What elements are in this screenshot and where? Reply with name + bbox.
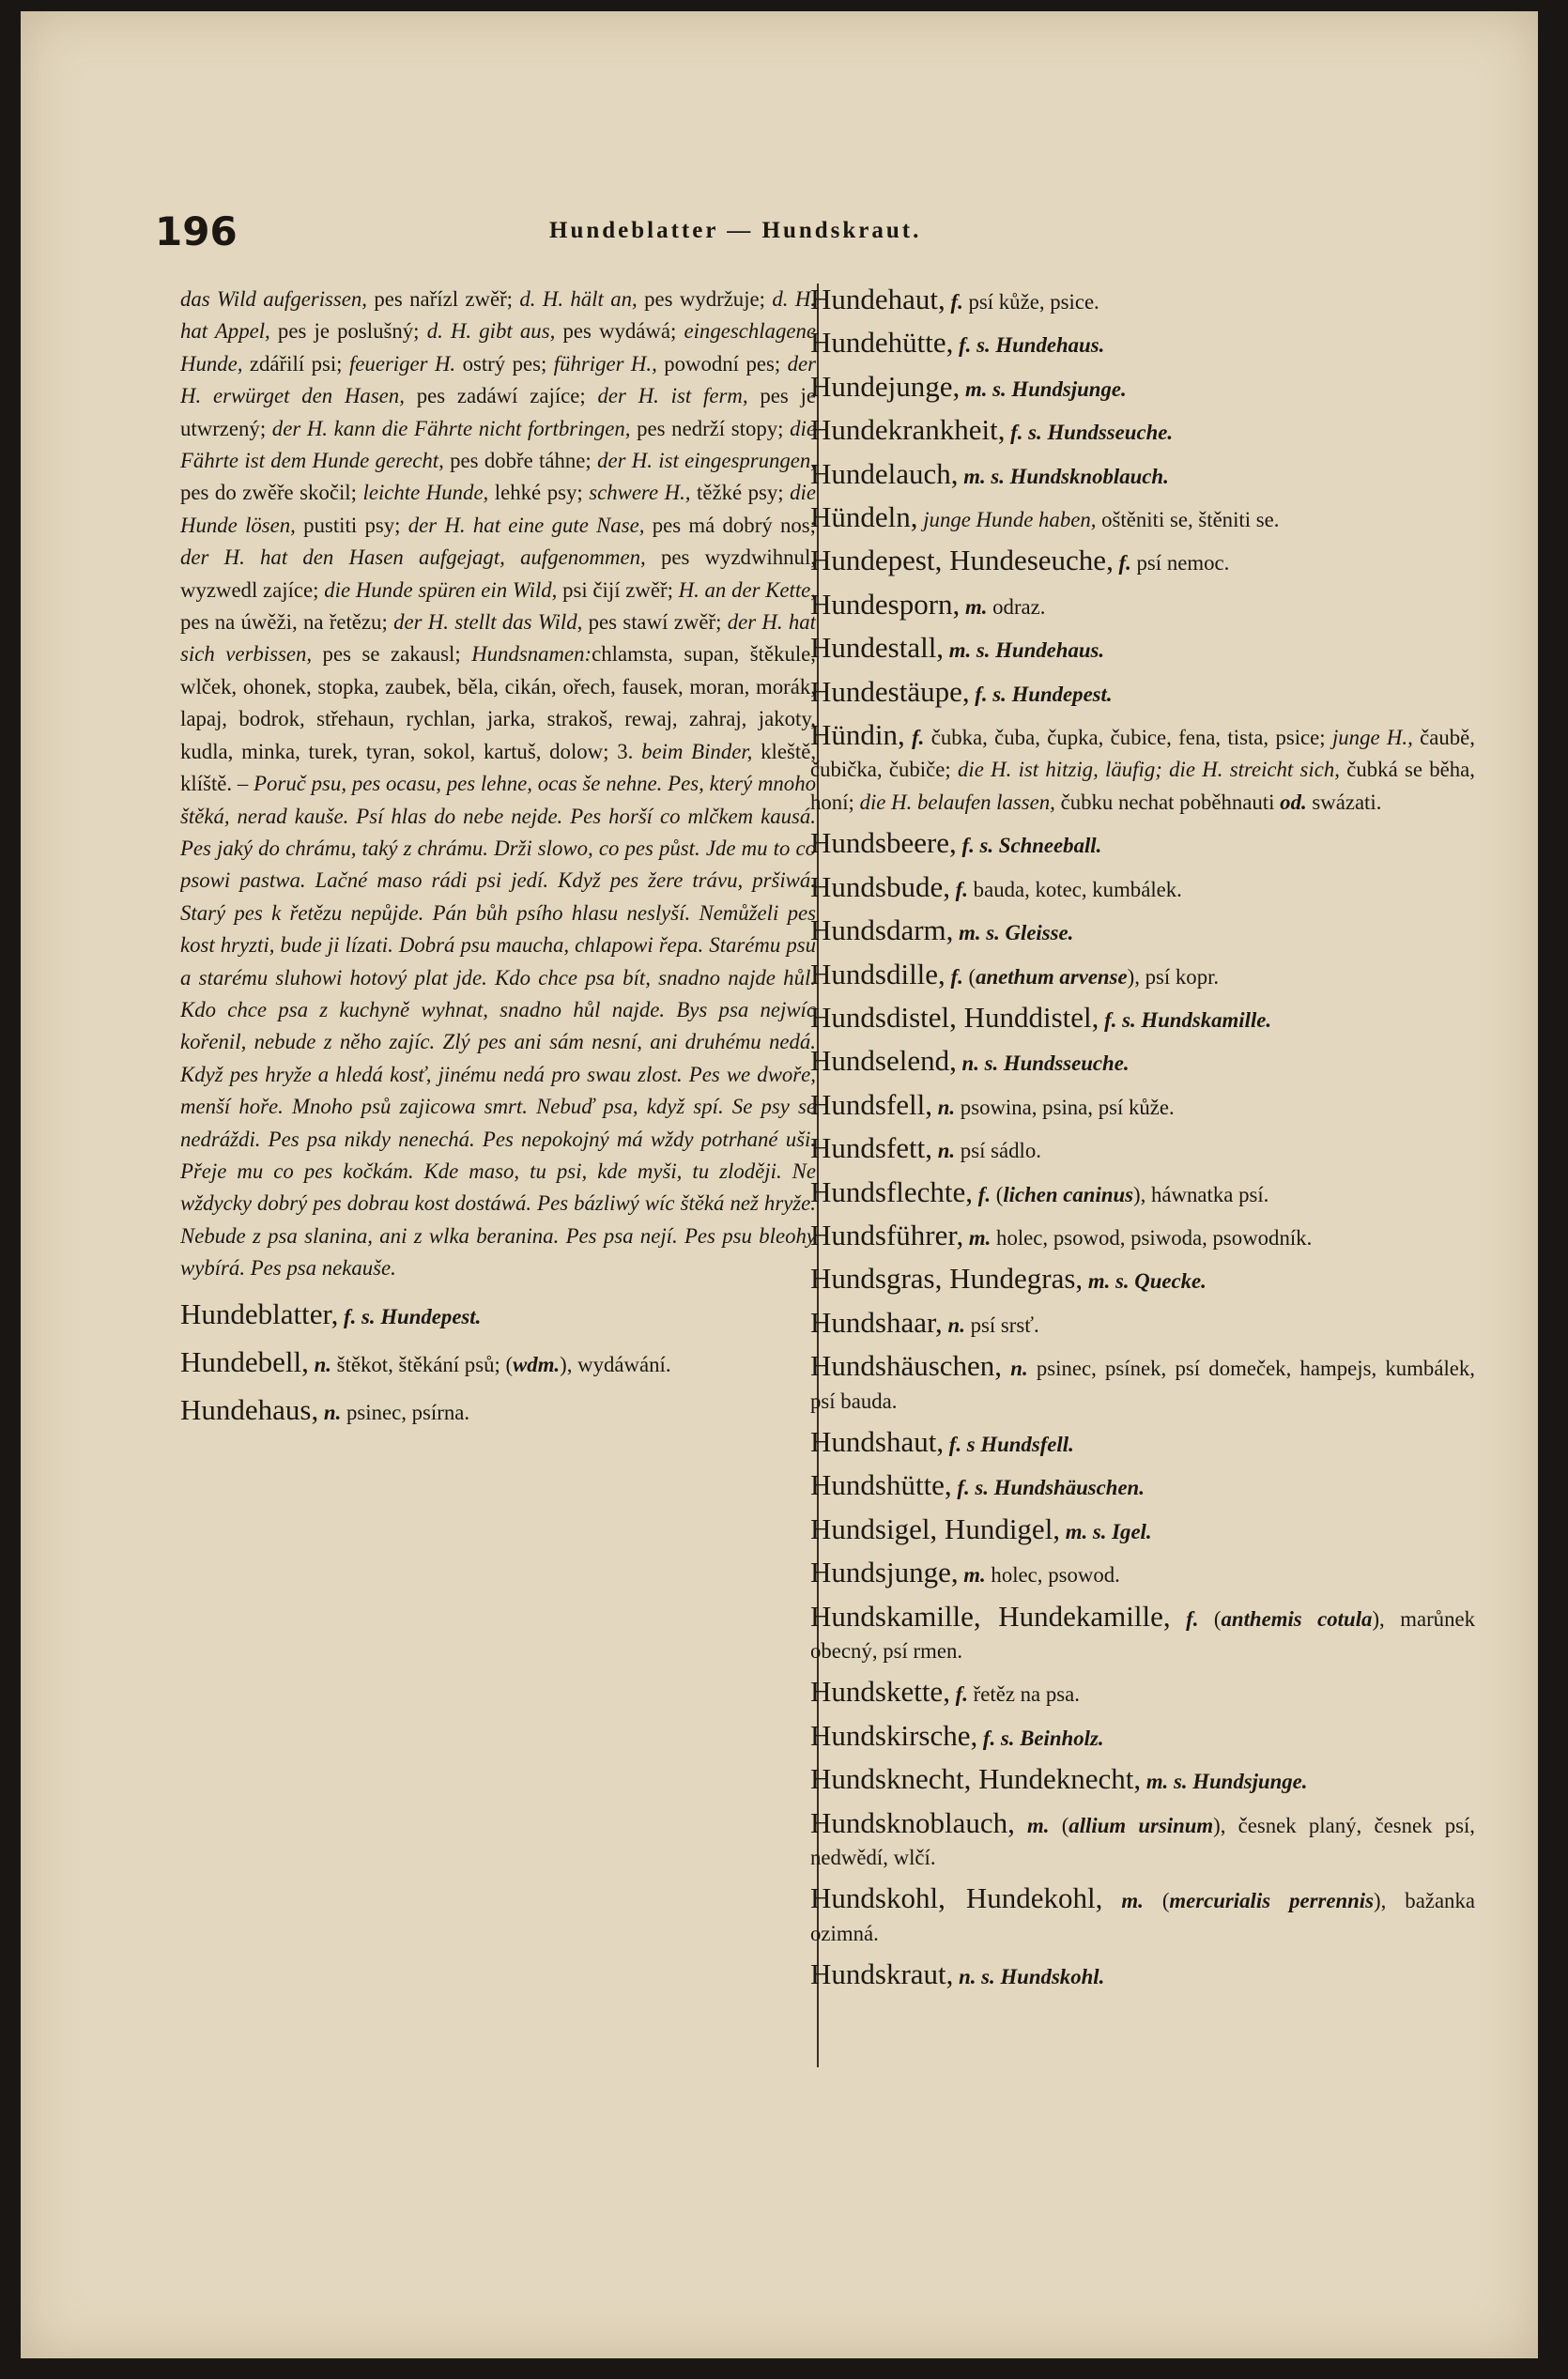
dictionary-entry: [810, 1601, 1475, 1668]
xref-text: Hundsknoblauch.: [1009, 464, 1169, 488]
lat-text: allium ursinum: [1068, 1813, 1214, 1837]
def-text: psinec, psírna.: [346, 1401, 470, 1425]
gram-text: m. s.: [1141, 1770, 1193, 1794]
gram-text: f. s.: [1005, 421, 1048, 445]
gloss-text: 3.: [617, 739, 642, 763]
gram-text: f. s.: [953, 333, 996, 358]
def-text: ), psí kopr.: [1127, 964, 1220, 989]
dictionary-entry: [810, 1426, 1475, 1461]
gloss-text: powodní pes;: [656, 351, 788, 376]
def-text: bauda, kotec, kumbálek.: [973, 877, 1182, 901]
xref-text: Beinholz.: [1020, 1726, 1104, 1750]
gloss-text: pes nařízl zwěř;: [367, 287, 520, 311]
headword: Hundestall,: [810, 631, 945, 665]
right-entries: [810, 284, 1475, 1994]
run-text: leichte Hunde,: [362, 481, 489, 505]
headword: Hündeln,: [810, 500, 918, 534]
dictionary-entry: [810, 1089, 1475, 1124]
gram-text: f. s.: [338, 1304, 381, 1328]
run-text: junge H.,: [1331, 726, 1413, 750]
headword: Hundshäuschen,: [810, 1349, 1003, 1383]
gloss-text: pes na úwěži, na řetězu;: [180, 610, 394, 635]
left-entries: [180, 1298, 816, 1430]
headword: Hundshaar,: [810, 1305, 943, 1339]
def-text: štěkot, štěkání psů; (: [336, 1353, 514, 1376]
def-text: psí nemoc.: [1136, 551, 1230, 576]
gram-text: od.: [1280, 790, 1307, 814]
run-text: die Fährte ist dem Hunde gerecht,: [180, 416, 816, 473]
run-text: H. an der Kette,: [678, 577, 816, 602]
gloss-text: pes je poslušný;: [269, 319, 427, 344]
gram-text: f. s.: [951, 1476, 994, 1500]
headword: Hundsknecht, Hundeknecht,: [810, 1762, 1142, 1796]
def-text: ), háwnatka psí.: [1133, 1182, 1269, 1206]
dictionary-entry: [810, 1350, 1475, 1418]
def-text: (: [1061, 1813, 1069, 1837]
left-column: [180, 284, 816, 2349]
headword: Hundehaut,: [810, 284, 945, 315]
gloss-text: pustiti psy;: [295, 513, 408, 537]
continuation-entry: [180, 284, 816, 1285]
dictionary-entry: [810, 1557, 1475, 1591]
gloss-text: pes wydáwá;: [555, 319, 684, 344]
headword: Hundebell,: [180, 1345, 309, 1378]
def-text: čubká se běha, honí;: [810, 758, 1475, 814]
dictionary-entry: [810, 589, 1475, 623]
headword: Hundejunge,: [810, 369, 961, 403]
headword: Hundsdarm,: [810, 913, 954, 947]
run-text: führiger H.,: [553, 351, 657, 376]
run-text: die H. ist hitzig, läufig; die H. streicht sich,: [957, 758, 1340, 782]
headword: Hundekrankheit,: [810, 413, 1006, 447]
gram-text: wdm.: [513, 1353, 561, 1376]
run-text: die H. belaufen lassen,: [859, 790, 1055, 814]
headword: Hundskohl, Hundekohl,: [810, 1881, 1103, 1915]
run-text: die Hunde spüren ein Wild,: [324, 577, 558, 602]
headword: Hundsigel, Hundigel,: [810, 1512, 1061, 1545]
headword: Hundelauch,: [810, 456, 959, 490]
dictionary-entry: [810, 1132, 1475, 1167]
gram-text: m. s.: [953, 921, 1006, 945]
gloss-text: těžké psy;: [690, 481, 791, 505]
headword: Hundselend,: [810, 1044, 957, 1078]
running-head: Hundeblatter — Hundskraut.: [549, 218, 922, 243]
headword: Hundskirsche,: [810, 1718, 978, 1752]
headword: Hundsdistel, Hunddistel,: [810, 1000, 1099, 1034]
def-text: swázati.: [1306, 790, 1382, 814]
right-column: [810, 284, 1475, 2255]
dictionary-entry: [810, 1469, 1475, 1504]
xref-text: Hundehaus.: [995, 638, 1105, 663]
def-text: (: [995, 1182, 1004, 1206]
gloss-text: chlamsta, supan, štěkule, wlček, ohonek, stopka, zaubek, běla, cikán, ořech, fausek, moran, morák, lapaj, bodrok, střehaun, rychlan, jarka, strakoš, rewaj, zahraj, jakoty, kudla, minka, turek, tyran, sokol, kartuš, dolow;: [180, 642, 816, 763]
headword: Hundsbude,: [810, 869, 950, 903]
def-text: (: [1161, 1889, 1170, 1913]
dictionary-entry: [810, 545, 1475, 579]
headword: Hundeblatter,: [180, 1297, 339, 1330]
gram-text: n.: [942, 1312, 971, 1337]
gloss-text: zdářilí psi;: [242, 351, 349, 376]
headword: Hundehaus,: [180, 1393, 319, 1427]
dictionary-entry: [810, 959, 1475, 993]
gram-text: f.: [1170, 1606, 1214, 1631]
def-text: holec, psowod.: [991, 1563, 1120, 1588]
run-text: d. H. hat Appel,: [180, 287, 816, 344]
run-text: eingeschlagene Hunde,: [180, 319, 816, 376]
xref-text: Hundskamille.: [1141, 1007, 1272, 1032]
def-text: psí srsť.: [970, 1312, 1039, 1337]
headword: Hundsknoblauch,: [810, 1805, 1015, 1839]
lat-text: mercurialis perrennis: [1169, 1889, 1375, 1913]
dictionary-entry: [810, 284, 1475, 318]
gram-text: f.: [945, 290, 969, 314]
gram-text: m. s.: [958, 464, 1010, 488]
xref-text: Gleisse.: [1005, 921, 1074, 945]
gram-text: m.: [1014, 1813, 1062, 1837]
run-text: der H. ist ferm,: [597, 384, 748, 408]
gram-text: f.: [973, 1182, 996, 1206]
xref-text: Schneeball.: [998, 834, 1102, 858]
gram-text: m. s.: [944, 638, 996, 663]
gram-text: n.: [932, 1095, 961, 1119]
gloss-text: pes wydržuje;: [637, 287, 773, 311]
xref-text: Hundsfell.: [980, 1432, 1074, 1456]
run-text: feueriger H.: [348, 351, 456, 376]
lat-text: anethum arvense: [976, 964, 1128, 989]
dictionary-entry: [810, 1045, 1475, 1080]
gram-text: f.: [945, 964, 969, 989]
def-text: psí kůže, psice.: [968, 290, 1099, 314]
dictionary-entry: [810, 1220, 1475, 1254]
xref-text: Hundepest.: [380, 1304, 482, 1328]
gram-text: m.: [1102, 1889, 1162, 1913]
def-text: psowina, psina, psí kůže.: [960, 1095, 1175, 1119]
gram-text: f.: [949, 1682, 974, 1707]
def-text: čaubě, čubička, čubiče;: [810, 726, 1475, 782]
gram-text: n.: [932, 1139, 961, 1163]
headword: Hundsbeere,: [810, 826, 957, 860]
lat-text: anthemis cotula: [1221, 1606, 1373, 1631]
run-text: der H. stellt das Wild,: [393, 610, 583, 635]
dictionary-entry: [810, 676, 1475, 711]
dictionary-entry: [810, 1882, 1475, 1950]
gloss-text: pes má dobrý nos;: [644, 513, 816, 537]
xref-text: Hundepest.: [1011, 682, 1113, 706]
dictionary-entry: [810, 1176, 1475, 1211]
dictionary-entry: [810, 1807, 1475, 1875]
gram-text: f. s.: [969, 682, 1012, 706]
def-text: ), česnek planý, česnek psí, nedwědí, wlčí.: [810, 1813, 1475, 1870]
xref-text: Hundsjunge.: [1011, 376, 1127, 401]
gram-text: n.: [1002, 1357, 1037, 1381]
dictionary-entry: [810, 1676, 1475, 1711]
gram-text: m.: [960, 594, 993, 619]
dictionary-entry: [810, 871, 1475, 906]
gram-text: n.: [308, 1353, 337, 1376]
gloss-text: pes je utwrzený;: [180, 384, 816, 440]
def-text: ), bažanka ozimná.: [810, 1889, 1475, 1945]
dictionary-entry: [810, 719, 1475, 819]
gram-text: f. s: [944, 1432, 981, 1456]
def-text: oštěniti se, štěniti se.: [1096, 508, 1280, 532]
gloss-text: lehké psy;: [488, 481, 590, 505]
xref-text: Hundehaus.: [995, 333, 1105, 358]
prov-text: Poruč psu, pes ocasu, pes lehne, ocas še nehne. Pes, který mnoho štěká, nerad kauše. Psí hlas do nebe nejde. Pes horší co mlčkem kausá. Pes jaký do chrámu, taký z chrámu. Drži slowo, co pes půst. Jde mu to co psowi pastwa. Lačné maso rádi psi jedí. Když pes žere trávu, pršiwá. Starý pes k řetězu nepůjde. Pán bůh psího hlasu neslyší. Nemůželi pes kost hryzti, bude ji lízati. Dobrá psu maucha, chlapowi řepa. Starému psu a starému sluhowi hotový plat jde. Kdo chce psa bít, snadno najde hůl. Kdo chce psa z kuchyně wyhnat, snadno hůl najde. Bys psa nejwíc kořenil, nebude z něho zajíc. Zlý pes ani sám nesní, ani druhému nedá. Když pes hryže a hledá kosť, jinému nedá pro swau zlost. Pes we dwoře, menší hoře. Mnoho psů zajicowa smrt. Nebuď psa, když spí. Se psy se nedráždi. Pes psa nikdy nenechá. Pes nepokojný má wždy potrhané uši. Přeje mu co pes kočkám. Kde maso, tu psi, kde myši, tu zloději. Ne wždycky dobrý pes dobrau kost dostáwá. Pes bázliwý wíc štěká než hryže. Nebude z psa slanina, ani z wlka beranina. Pes psa nejí. Pes psu bleohy wybírá. Pes psa nekauše.: [180, 772, 816, 1281]
gloss-text: psi čijí zwěř;: [557, 577, 679, 602]
gloss-text: pes zadáwí zajíce;: [404, 384, 598, 408]
headword: Hundepest, Hundeseuche,: [810, 544, 1114, 577]
gram-text: m. s.: [1083, 1269, 1135, 1294]
gloss-text: pes se zakausl;: [312, 642, 472, 667]
gram-text: n. s.: [953, 1965, 1001, 1989]
run-text: beim Binder,: [641, 739, 753, 763]
run-text: d. H. hält an,: [519, 287, 638, 311]
def-text: čubku nechat poběhnauti: [1054, 790, 1281, 814]
gloss-text: pes nedrží stopy;: [630, 416, 791, 440]
dictionary-entry: [810, 501, 1475, 536]
run-text: der H. erwürget den Hasen,: [180, 351, 816, 408]
xref-text: Hundsseuche.: [1003, 1051, 1130, 1076]
def-text: čubka, čuba, čupka, čubice, fena, tista, psice;: [930, 726, 1332, 750]
headword: Hundesporn,: [810, 587, 961, 621]
gram-text: f. s.: [956, 834, 999, 858]
gram-text: m.: [963, 1225, 997, 1250]
run-text: der H. kann die Fährte nicht fortbringen,: [271, 416, 631, 440]
run-text: der H. hat sich verbissen,: [180, 610, 816, 667]
dictionary-entry: [810, 1513, 1475, 1548]
gram-text: f.: [904, 726, 931, 750]
gram-text: n. s.: [956, 1051, 1004, 1076]
gram-text: f. s.: [977, 1726, 1021, 1750]
dictionary-entry: [810, 1002, 1475, 1036]
gram-text: n.: [318, 1401, 347, 1425]
lat-text: lichen caninus: [1003, 1182, 1134, 1206]
dictionary-entry: [810, 1263, 1475, 1297]
dictionary-entry: [810, 1720, 1475, 1755]
dictionary-entry: [810, 458, 1475, 493]
gram-text: m.: [958, 1563, 992, 1588]
run-text: der H. hat eine gute Nase,: [407, 513, 645, 537]
def-text: ), marůnek obecný, psí rmen.: [810, 1606, 1475, 1663]
xref-text: Hundshäuschen.: [993, 1476, 1145, 1500]
gloss-text: kleště, klíště. –: [180, 739, 816, 796]
dictionary-entry: [810, 1958, 1475, 1993]
headword: Hundsjunge,: [810, 1556, 959, 1589]
dictionary-entry: [810, 632, 1475, 667]
gram-text: m. s.: [1060, 1519, 1113, 1543]
headword: Hundsfell,: [810, 1087, 933, 1121]
gloss-text: pes dobře táhne;: [443, 449, 598, 473]
headword: Hundshaut,: [810, 1424, 945, 1458]
headword: Hundsflechte,: [810, 1174, 974, 1208]
gloss-text: pes stawí zwěř;: [582, 610, 728, 635]
gram-text: m. s.: [960, 376, 1012, 401]
headword: Hundestäupe,: [810, 674, 970, 708]
dictionary-entry: [810, 1307, 1475, 1342]
xref-text: Quecke.: [1134, 1269, 1207, 1294]
def-text: holec, psowod, psiwoda, psowodník.: [996, 1225, 1313, 1250]
headword: Hundehütte,: [810, 326, 954, 360]
gloss-text: pes wyzdwihnul, wyzwedl zajíce;: [180, 545, 816, 602]
run-text: Hundsnamen:: [471, 642, 592, 667]
run-text: die Hunde lösen,: [180, 481, 816, 537]
headword: Hundsgras, Hundegras,: [810, 1262, 1084, 1296]
def-text: psinec, psínek, psí domeček, hampejs, kumbálek, psí bauda.: [810, 1357, 1475, 1413]
run-text: der H. hat den Hasen aufgejagt, aufgenommen,: [180, 545, 646, 570]
gloss-text: ostrý pes;: [455, 351, 554, 376]
dictionary-entry: [810, 827, 1475, 862]
dictionary-entry: [810, 327, 1475, 361]
def-text: (: [1213, 1606, 1222, 1631]
dictionary-entry: [810, 414, 1475, 449]
run-text: schwere H.,: [589, 481, 691, 505]
gram-text: f.: [949, 877, 974, 901]
gloss-text: pes do zwěře skočil;: [180, 481, 363, 505]
gram-text: f. s.: [1099, 1007, 1142, 1032]
dictionary-entry: [810, 1763, 1475, 1798]
headword: Hundskette,: [810, 1675, 950, 1709]
def-text: odraz.: [992, 594, 1046, 619]
run-text: d. H. gibt aus,: [426, 319, 556, 344]
page-header: [155, 208, 1469, 265]
dictionary-entry: [810, 914, 1475, 949]
xref-text: Hundsseuche.: [1047, 421, 1174, 445]
dictionary-entry: [180, 1298, 816, 1333]
headword: Hundsfett,: [810, 1131, 933, 1165]
page-number: 196: [155, 208, 238, 254]
run-text: das Wild aufgerissen,: [180, 287, 368, 311]
headword: Hundskamille, Hundekamille,: [810, 1599, 1171, 1633]
dictionary-entry: [180, 1346, 816, 1381]
dictionary-entry: [810, 371, 1475, 406]
def-text: ), wydáwání.: [560, 1353, 671, 1376]
xref-text: Igel.: [1112, 1519, 1152, 1543]
run-text: der H. ist eingesprungen,: [597, 449, 816, 473]
headword: Hundskraut,: [810, 1957, 954, 1991]
gram-text: f.: [1113, 551, 1137, 576]
def-text: (: [968, 964, 976, 989]
def-text: řetěz na psa.: [973, 1682, 1080, 1707]
headword: Hündin,: [810, 718, 905, 752]
xref-text: Hundskohl.: [1000, 1965, 1105, 1989]
headword: Hundsführer,: [810, 1218, 964, 1251]
dictionary-entry: [180, 1394, 816, 1429]
headword: Hundshütte,: [810, 1468, 952, 1502]
def-text: psí sádlo.: [960, 1139, 1041, 1163]
headword: Hundsdille,: [810, 957, 945, 990]
xref-text: Hundsjunge.: [1192, 1770, 1308, 1794]
run-text: junge Hunde haben,: [917, 508, 1097, 532]
